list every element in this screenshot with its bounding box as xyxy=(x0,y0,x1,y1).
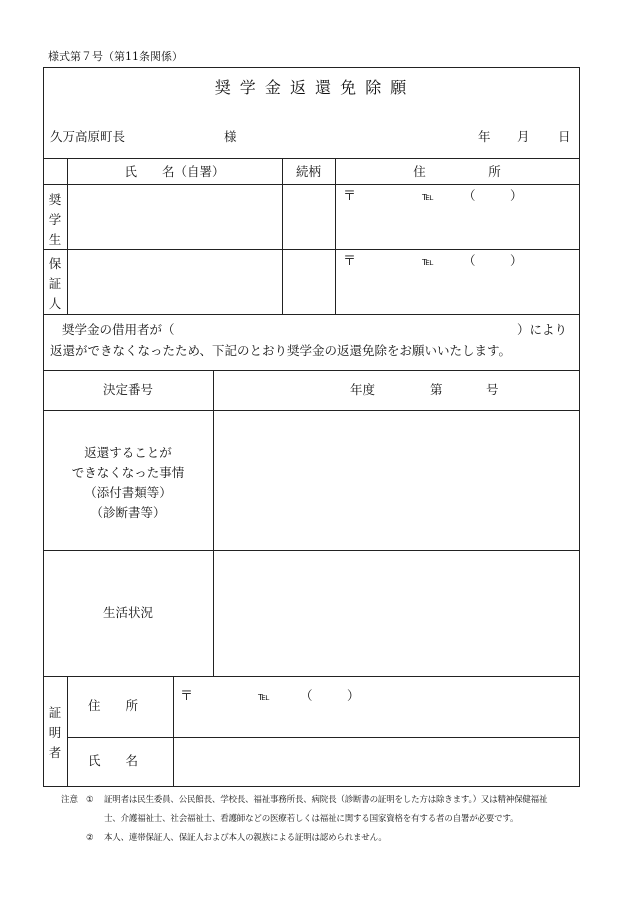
request-line2: 返還ができなくなったため、下記のとおり奨学金の返還免除をお願いいたします。 xyxy=(50,343,512,358)
paren-open: （ xyxy=(463,253,476,268)
decision-go: 号 xyxy=(486,382,499,397)
note-1-line-1: 証明者は民生委員、公民館長、学校長、福祉事務所長、病院長（診断書の証明をした方は除きます。）又は精神保健福祉 xyxy=(104,795,548,805)
note-1-number: ① xyxy=(86,795,94,805)
decision-dai: 第 xyxy=(430,382,443,397)
t2-living-bottom xyxy=(43,676,580,677)
reason-line: できなくなった事情 xyxy=(71,465,185,480)
tel-mark: ℡ xyxy=(422,255,434,268)
reason-label xyxy=(43,443,213,523)
header-relation: 続柄 xyxy=(295,164,321,179)
tel-mark: ℡ xyxy=(258,690,270,703)
t2-decision-bottom xyxy=(43,410,580,411)
date-year: 年 xyxy=(478,129,491,144)
row-label-char: 証 xyxy=(48,276,62,291)
t1-row2-bottom xyxy=(43,314,580,315)
reason-line: （添付書類等） xyxy=(84,485,172,500)
living-situation-label: 生活状況 xyxy=(102,605,153,620)
form-label: 様式第７号（第11条関係） xyxy=(48,50,183,63)
frame-bottom xyxy=(43,786,580,787)
certifier-address-label: 住 所 xyxy=(88,698,139,713)
certifier-label-char: 者 xyxy=(48,745,62,760)
row-label-student xyxy=(48,190,62,250)
postal-mark: 〒 xyxy=(180,689,194,704)
row-label-char: 生 xyxy=(48,232,62,247)
t2-top xyxy=(43,370,580,371)
t1-col-label xyxy=(67,158,68,314)
postal-mark: 〒 xyxy=(343,254,357,269)
tel-mark: ℡ xyxy=(422,190,434,203)
t2-reason-bottom xyxy=(43,550,580,551)
header-name: 氏 名（自署） xyxy=(124,164,225,179)
t1-row1-bottom xyxy=(43,249,580,250)
row-label-guarantor xyxy=(48,254,62,314)
paren-open: （ xyxy=(463,188,476,203)
date-day: 日 xyxy=(558,129,571,144)
t1-col-name xyxy=(282,158,283,314)
paren-close: ） xyxy=(347,688,360,703)
row-label-char: 保 xyxy=(48,256,62,271)
notes-prefix: 注意 xyxy=(61,795,79,805)
frame-right xyxy=(579,67,580,787)
certifier-label-char: 証 xyxy=(48,705,62,720)
certifier-name-label: 氏 名 xyxy=(88,753,139,768)
cert-col-field xyxy=(173,676,174,786)
decision-year: 年度 xyxy=(350,382,376,397)
certifier-label-char: 明 xyxy=(48,725,62,740)
paren-close: ） xyxy=(510,188,523,203)
row-label-char: 人 xyxy=(48,296,62,311)
header-address: 住 所 xyxy=(413,164,501,179)
reason-line: （診断書等） xyxy=(90,505,166,520)
t1-col-relation xyxy=(335,158,336,314)
frame-top xyxy=(43,67,580,68)
request-line1-prefix: 奨学金の借用者が（ xyxy=(62,322,175,337)
frame-left xyxy=(43,67,44,787)
request-line1-suffix: ）により xyxy=(517,322,568,337)
paren-close: ） xyxy=(510,253,523,268)
form-title: 奨 学 金 返 還 免 除 願 xyxy=(214,78,409,97)
decision-number-label: 決定番号 xyxy=(102,382,153,397)
addressee-name: 久万高原町長 xyxy=(50,129,126,144)
t1-top xyxy=(43,158,580,159)
row-label-char: 学 xyxy=(48,212,62,227)
note-1-line-2: 士、介護福祉士、社会福祉士、看護師などの医療若しくは福祉に関する国家資格を有する者の自署が必要です。 xyxy=(104,814,519,824)
note-2-line-1: 本人、連帯保証人、保証人および本人の親族による証明は認められません。 xyxy=(104,833,387,843)
date-month: 月 xyxy=(517,129,530,144)
reason-line: 返還することが xyxy=(84,445,172,460)
addressee-honorific: 様 xyxy=(224,129,237,144)
cert-row-divider xyxy=(67,737,580,738)
postal-mark: 〒 xyxy=(343,189,357,204)
note-2-number: ② xyxy=(86,833,94,843)
t2-col-divider xyxy=(213,370,214,676)
cert-col-label xyxy=(67,676,68,786)
certifier-label xyxy=(48,703,62,763)
paren-open: （ xyxy=(300,688,313,703)
row-label-char: 奨 xyxy=(48,192,62,207)
t1-header-bottom xyxy=(43,184,580,185)
